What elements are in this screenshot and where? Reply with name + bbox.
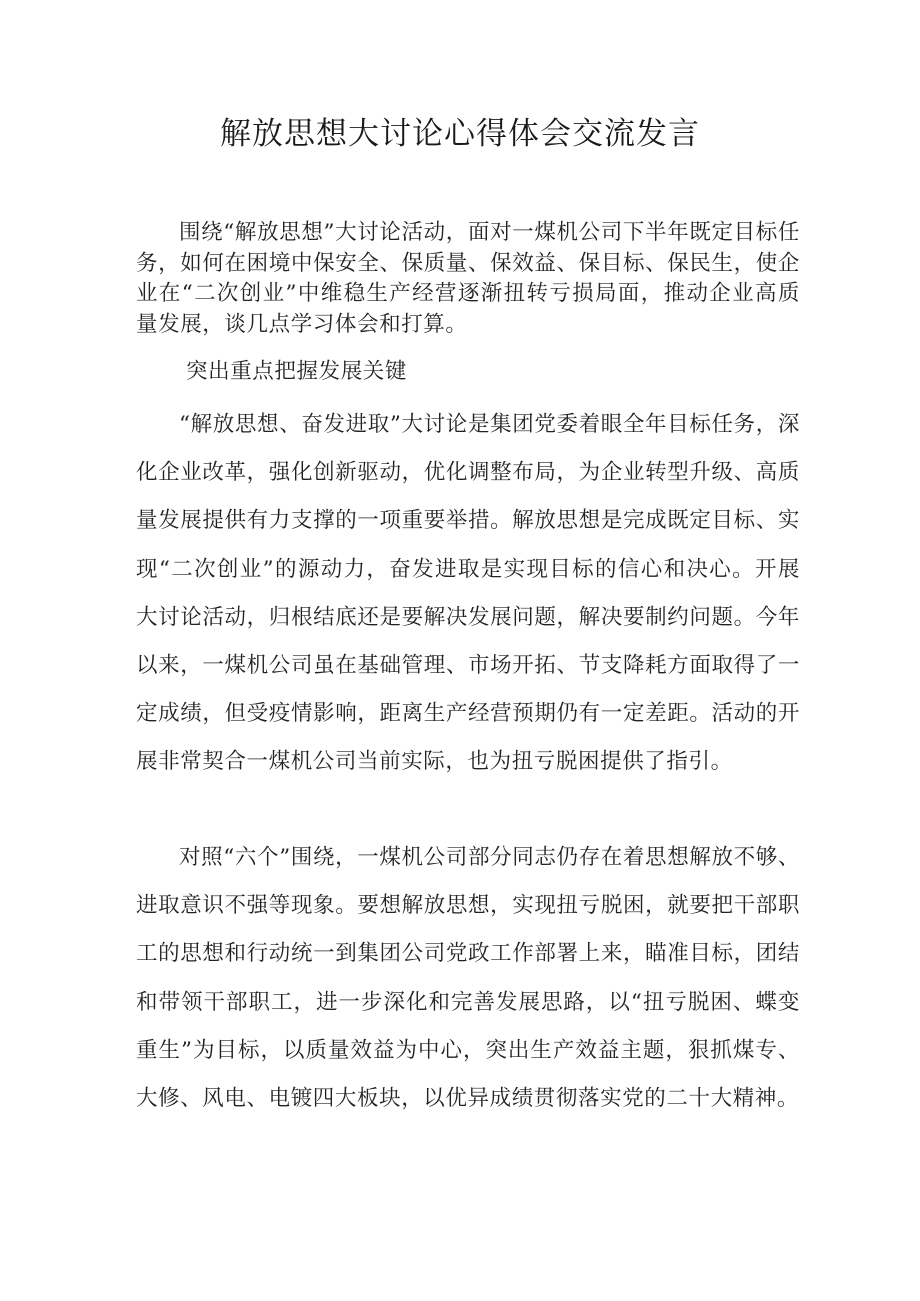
body-paragraph-2: 对照“六个”围绕，一煤机公司部分同志仍存在着思想解放不够、进取意识不强等现象。要想解放思想，实现扭亏脱困，就要把干部职工的思想和行动统一到集团公司党政工作部署上来，瞄准目标，团结和带领干部职工，进一步深化和完善发展思路，以“扭亏脱困、蝶变重生”为目标，以质量效益为中心，突出生产效益主题，狠抓煤专、大修、风电、电镀四大板块，以优异成绩贯彻落实党的二十大精神。 xyxy=(136,845,800,1112)
document-title: 解放思想大讨论心得体会交流发言 xyxy=(220,116,700,152)
intro-paragraph: 围绕“解放思想”大讨论活动，面对一煤机公司下半年既定目标任务，如何在困境中保安全、保质量、保效益、保目标、保民生，使企业在“二次创业”中维稳生产经营逐渐扭转亏损局面，推动企业高质量发展，谈几点学习体会和打算。 xyxy=(136,220,800,337)
body-paragraph-1: “解放思想、奋发进取”大讨论是集团党委着眼全年目标任务，深化企业改革，强化创新驱动，优化调整布局，为企业转型升级、高质量发展提供有力支撑的一项重要举措。解放思想是完成既定目标、实现“二次创业”的源动力，奋发进取是实现目标的信心和决心。开展大讨论活动，归根结底还是要解决发展问题，解决要制约问题。今年以来，一煤机公司虽在基础管理、市场开拓、节支降耗方面取得了一定成绩，但受疫情影响，距离生产经营预期仍有一定差距。活动的开展非常契合一煤机公司当前实际，也为扭亏脱困提供了指引。 xyxy=(136,412,800,775)
section-heading: 突出重点把握发展关键 xyxy=(186,359,408,384)
